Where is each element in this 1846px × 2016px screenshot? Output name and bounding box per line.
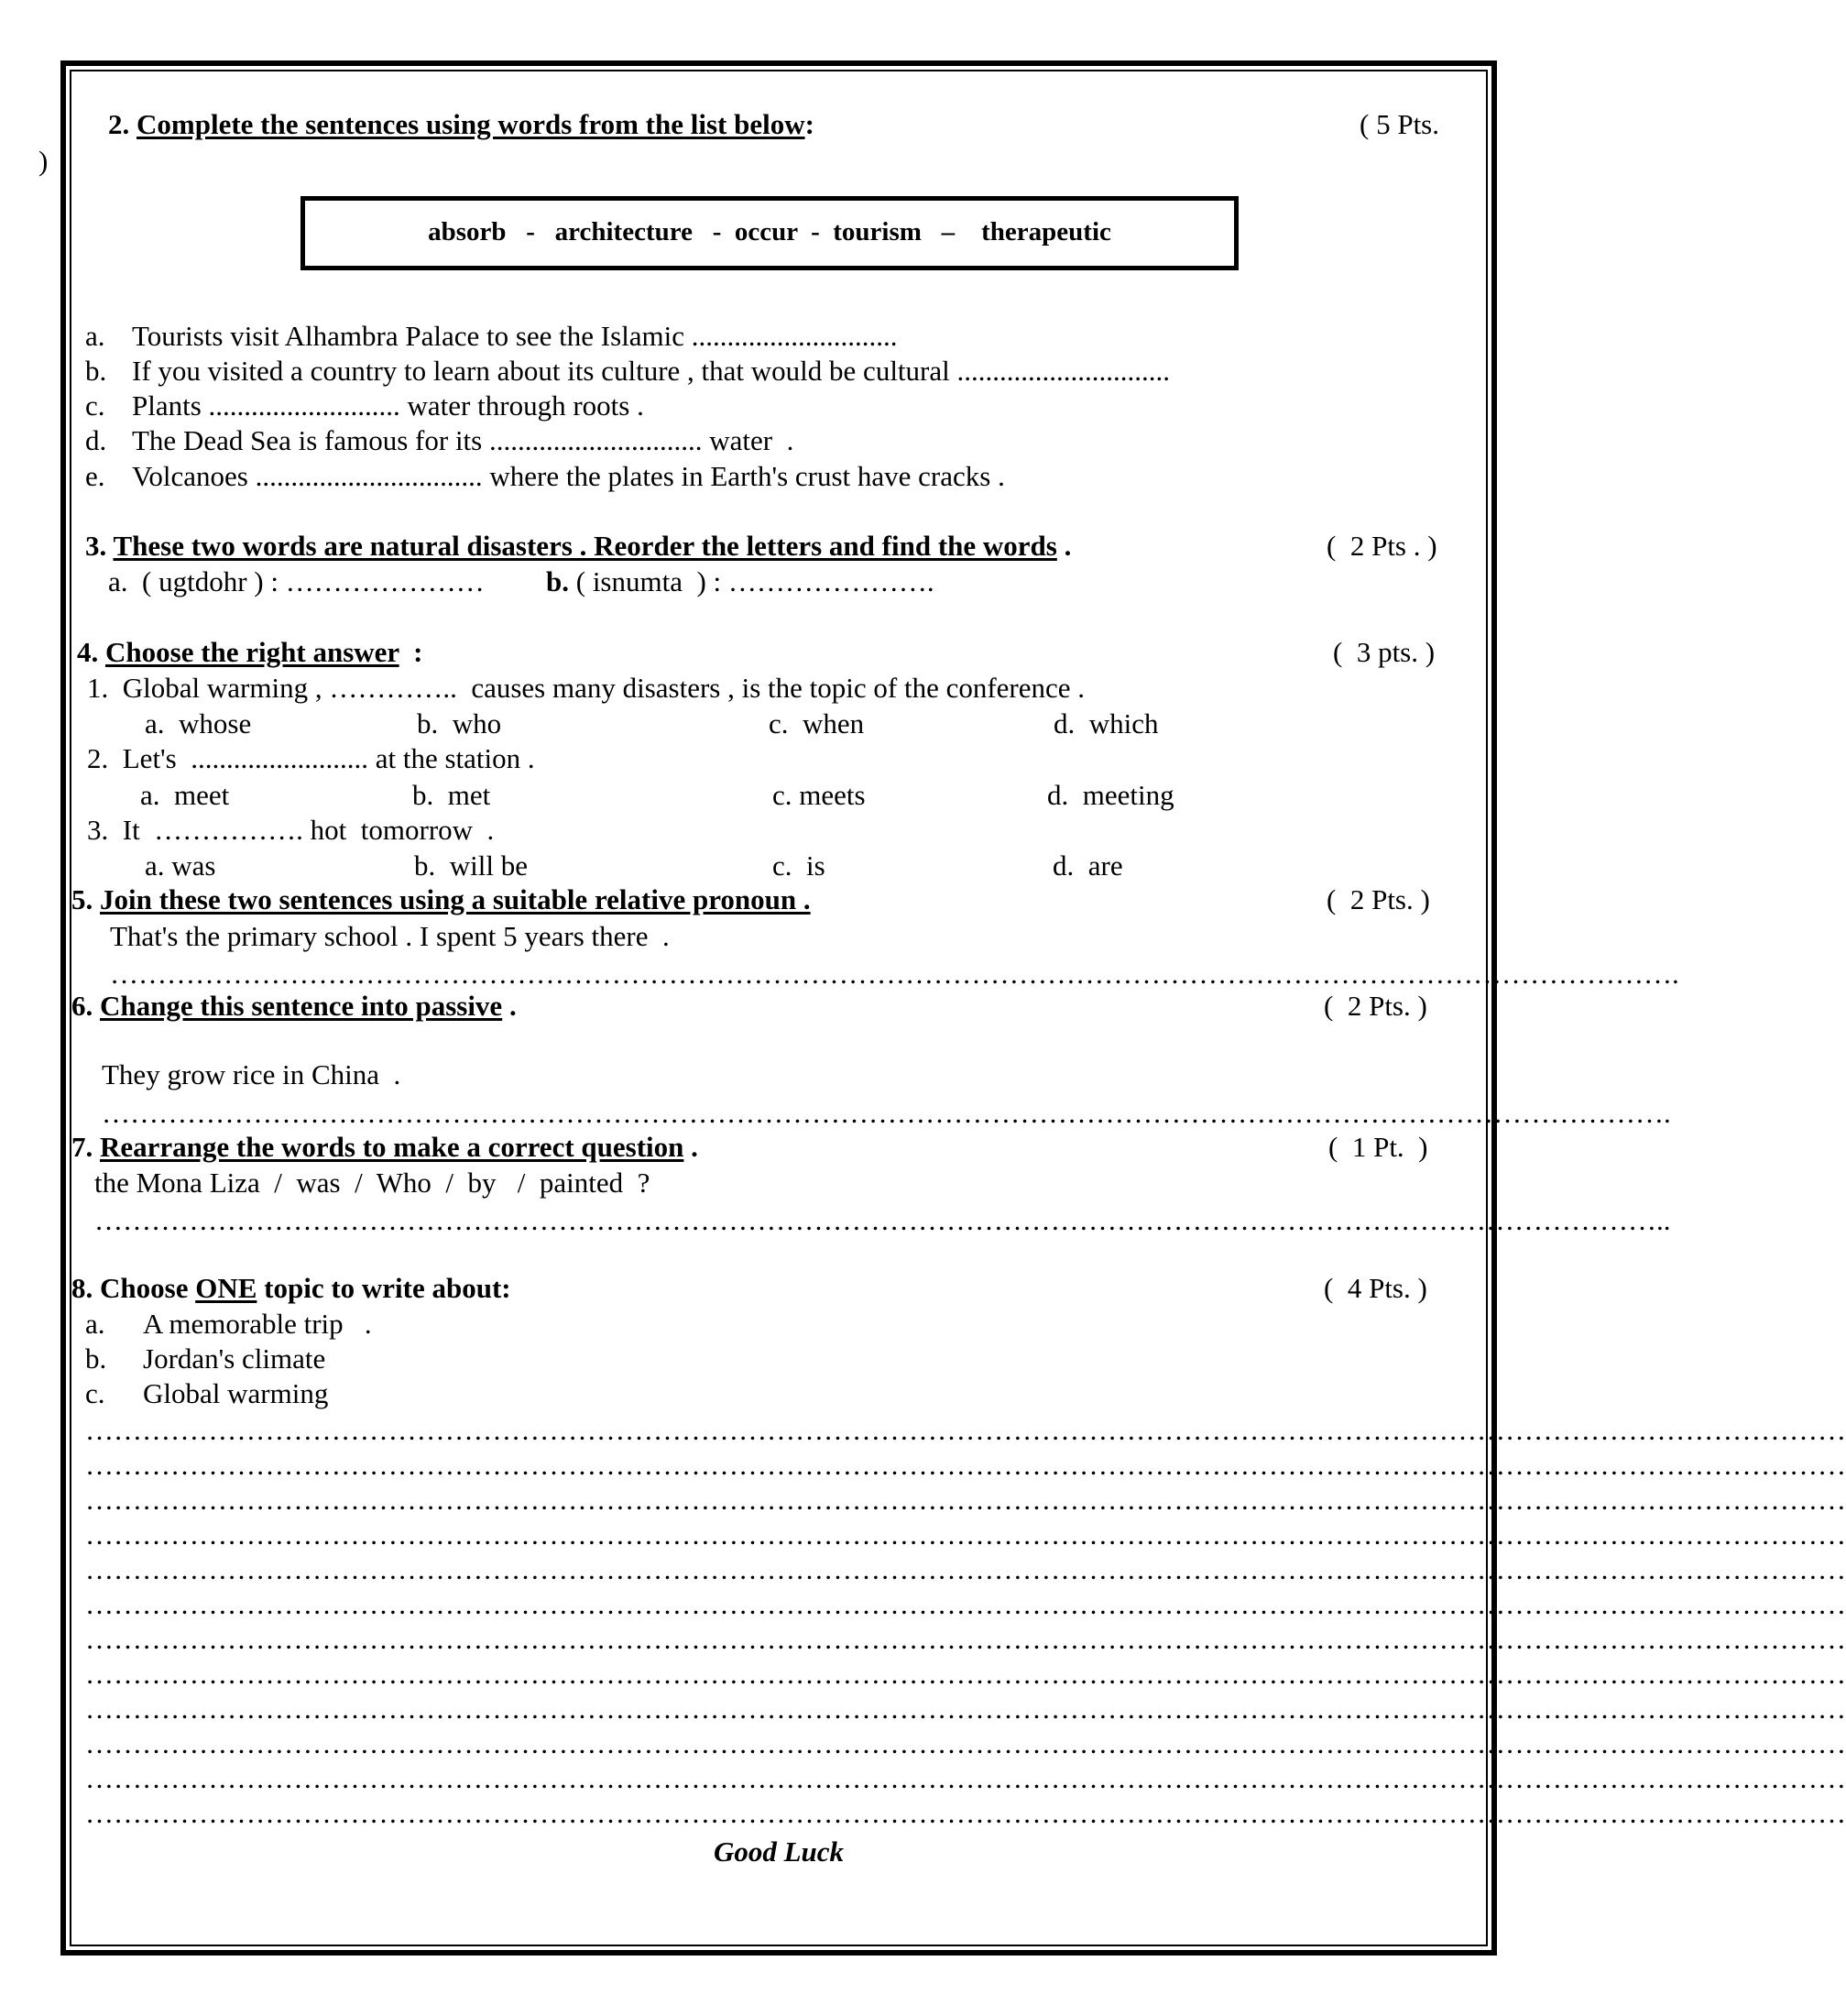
closing-good-luck: Good Luck xyxy=(713,1835,845,1868)
q7-number: 7. xyxy=(71,1131,93,1163)
q7-answer-line[interactable]: ………………………………………………………………………………………………………………………………………………….. xyxy=(94,1204,1671,1236)
q4-option: d. are xyxy=(1053,849,1123,882)
q8-heading xyxy=(71,1272,511,1305)
q2-title: Complete the sentences using words from the list below xyxy=(137,108,805,140)
writing-line[interactable]: …………………………………………………………………………………………………………………………………………………………………… xyxy=(85,1414,1846,1446)
q3-item-b xyxy=(546,565,934,598)
q7-heading xyxy=(71,1131,698,1164)
q6-points: ( 2 Pts. ) xyxy=(1324,990,1427,1022)
q2-heading xyxy=(108,108,814,141)
writing-line[interactable]: …………………………………………………………………………………………………………………………………………………………………… xyxy=(85,1727,1846,1759)
writing-line[interactable]: …………………………………………………………………………………………………………………………………………………………………… xyxy=(85,1484,1846,1516)
q3-item-a: a. ( ugtdohr ) : ………………… xyxy=(108,565,485,597)
q4-option: c. when xyxy=(769,707,865,740)
q4-question-stem: 2. Let's ......................... at the station . xyxy=(87,742,535,774)
word-list-box xyxy=(300,196,1239,270)
q5-sentence: That's the primary school . I spent 5 years there . xyxy=(110,920,670,952)
q2-points: ( 5 Pts. xyxy=(1360,108,1439,140)
q8-title-post: topic to write about: xyxy=(257,1272,511,1304)
q2-colon: : xyxy=(804,108,814,140)
q4-option: c. meets xyxy=(772,779,866,811)
q3-heading xyxy=(85,530,1071,563)
writing-line[interactable]: …………………………………………………………………………………………………………………………………………………………………… xyxy=(85,1553,1846,1585)
q2-item-text: The Dead Sea is famous for its .............................. water . xyxy=(132,424,794,456)
q8-topic: Global warming xyxy=(143,1377,329,1409)
q4-question-stem: 1. Global warming , ………….. causes many disasters , is the topic of the conference . xyxy=(87,672,1086,704)
q3-item-b-label: b. xyxy=(546,565,569,597)
writing-line[interactable]: …………………………………………………………………………………………………………………………………………………………………… xyxy=(85,1623,1846,1655)
q8-title-one: ONE xyxy=(195,1272,257,1304)
q5-number: 5. xyxy=(71,883,93,915)
q4-option: a. meet xyxy=(140,779,230,811)
q8-topic-letter: b. xyxy=(85,1342,107,1375)
q6-answer-line[interactable]: …………………………………………………………………………………………………………………………………………………. xyxy=(102,1097,1671,1129)
q6-sentence: They grow rice in China . xyxy=(102,1058,401,1090)
q2-item-letter: a. xyxy=(85,320,105,352)
q8-points: ( 4 Pts. ) xyxy=(1324,1272,1427,1304)
q4-tail: : xyxy=(399,636,423,668)
writing-line[interactable]: …………………………………………………………………………………………………………………………………………………………………… xyxy=(85,1693,1846,1725)
q2-item-text: If you visited a country to learn about its culture , that would be cultural .............................. xyxy=(132,355,1170,387)
q3-tail: . xyxy=(1056,530,1072,562)
q4-option: b. met xyxy=(412,779,491,811)
q2-item-letter: c. xyxy=(85,389,105,422)
q8-topic: Jordan's climate xyxy=(143,1342,326,1375)
q3-number: 3. xyxy=(85,530,107,562)
q4-number: 4. xyxy=(77,636,99,668)
q8-title-pre: Choose xyxy=(100,1272,196,1304)
q3-points: ( 2 Pts . ) xyxy=(1327,530,1437,562)
q2-item-text: Tourists visit Alhambra Palace to see the Islamic ............................. xyxy=(132,320,898,352)
writing-line[interactable]: …………………………………………………………………………………………………………………………………………………………………… xyxy=(85,1762,1846,1794)
q4-option: b. will be xyxy=(414,849,528,882)
q7-tail: . xyxy=(683,1131,698,1163)
q7-words: the Mona Liza / was / Who / by / painted ? xyxy=(94,1167,650,1199)
q4-question-stem: 3. It ……………. hot tomorrow . xyxy=(87,814,495,846)
writing-line[interactable]: …………………………………………………………………………………………………………………………………………………………………… xyxy=(85,1658,1846,1690)
q2-item-text: Volcanoes ................................ where the plates in Earth's crust have cracks . xyxy=(132,460,1005,492)
q4-heading xyxy=(77,636,422,669)
q4-option: a. whose xyxy=(145,707,252,740)
q6-heading xyxy=(71,990,517,1023)
q2-number: 2. xyxy=(108,108,130,140)
q8-topic: A memorable trip . xyxy=(143,1308,372,1340)
q4-title: Choose the right answer xyxy=(105,636,399,668)
writing-line[interactable]: …………………………………………………………………………………………………………………………………………………………………… xyxy=(85,1449,1846,1481)
q8-topic-letter: c. xyxy=(85,1377,105,1409)
q3-title: These two words are natural disasters . Reorder the letters and find the words xyxy=(113,530,1057,562)
q2-item-letter: b. xyxy=(85,355,107,387)
q4-option: c. is xyxy=(772,849,825,882)
q5-heading xyxy=(71,883,811,916)
writing-line[interactable]: …………………………………………………………………………………………………………………………………………………………………… xyxy=(85,1588,1846,1620)
q6-title: Change this sentence into passive xyxy=(100,990,503,1022)
q7-points: ( 1 Pt. ) xyxy=(1328,1131,1428,1163)
q2-item-letter: e. xyxy=(85,460,105,492)
q2-item-letter: d. xyxy=(85,424,107,456)
writing-line[interactable]: …………………………………………………………………………………………………………………………………………………………………… xyxy=(85,1797,1846,1829)
q4-option: d. meeting xyxy=(1047,779,1174,811)
q3-item-b-text: ( isnumta ) : …………………. xyxy=(569,565,934,597)
q2-item-text: Plants ........................... water through roots . xyxy=(132,389,644,422)
q5-answer-line[interactable]: …………………………………………………………………………………………………………………………………………………. xyxy=(110,958,1679,990)
q6-number: 6. xyxy=(71,990,93,1022)
q4-option: b. who xyxy=(417,707,502,740)
stray-paren: ) xyxy=(38,145,49,177)
q8-number: 8. xyxy=(71,1272,93,1304)
q6-tail: . xyxy=(502,990,517,1022)
q5-title: Join these two sentences using a suitable relative pronoun . xyxy=(100,883,811,915)
q4-points: ( 3 pts. ) xyxy=(1333,636,1436,668)
writing-line[interactable]: …………………………………………………………………………………………………………………………………………………………………… xyxy=(85,1518,1846,1550)
q5-points: ( 2 Pts. ) xyxy=(1327,883,1430,915)
q7-title: Rearrange the words to make a correct question xyxy=(100,1131,684,1163)
q8-topic-letter: a. xyxy=(85,1308,105,1340)
word-list: absorb - architecture - occur - tourism – therapeutic xyxy=(428,217,1111,247)
q4-option: d. which xyxy=(1054,707,1159,740)
q4-option: a. was xyxy=(145,849,216,882)
